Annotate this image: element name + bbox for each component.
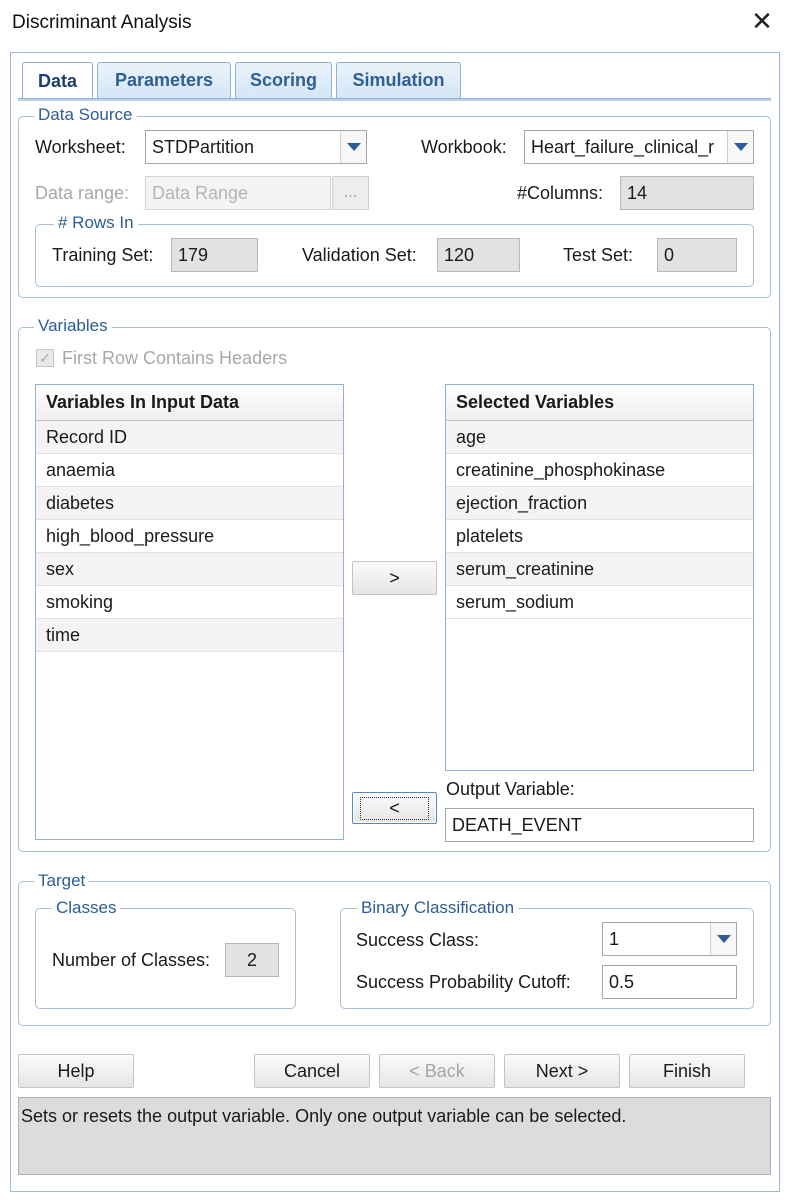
binary-classification-legend: Binary Classification [357,898,518,918]
list-item[interactable]: creatinine_phosphokinase [446,454,753,487]
number-of-classes-label: Number of Classes: [52,950,211,970]
tab-simulation[interactable]: Simulation [336,62,461,98]
help-button[interactable]: Help [18,1054,134,1088]
success-class-value: 1 [609,928,620,949]
chevron-down-icon[interactable] [710,923,736,955]
input-variables-header: Variables In Input Data [36,385,343,421]
list-item[interactable]: time [36,619,343,652]
cutoff-input[interactable]: 0.5 [602,965,737,999]
training-set-label: Training Set: [52,245,154,265]
rows-in-legend: # Rows In [54,213,138,233]
list-item[interactable]: Record ID [36,421,343,454]
columns-value: 14 [620,176,754,210]
data-range-label: Data range: [35,183,130,203]
selected-variables-header: Selected Variables [446,385,753,421]
workbook-value: Heart_failure_clinical_r [531,136,715,157]
list-item[interactable]: smoking [36,586,343,619]
training-set-value: 179 [171,238,258,272]
list-item[interactable]: anaemia [36,454,343,487]
chevron-down-icon[interactable] [340,131,366,163]
tab-data[interactable]: Data [22,62,93,100]
remove-variable-label: < [360,797,429,820]
first-row-headers-checkbox[interactable]: ✓ [36,349,54,367]
data-range-browse-button[interactable]: ... [332,176,369,210]
list-item[interactable]: diabetes [36,487,343,520]
window-title: Discriminant Analysis [12,12,192,33]
output-variable-label: Output Variable: [446,779,575,799]
target-legend: Target [34,871,89,891]
list-item[interactable]: age [446,421,753,454]
add-variable-button[interactable]: > [352,561,437,595]
list-item[interactable]: ejection_fraction [446,487,753,520]
test-set-label: Test Set: [563,245,634,265]
number-of-classes-value: 2 [225,943,279,977]
first-row-headers-label: First Row Contains Headers [62,348,288,368]
list-item[interactable]: serum_creatinine [446,553,753,586]
variables-legend: Variables [34,316,112,336]
validation-set-value: 120 [437,238,520,272]
classes-legend: Classes [52,898,120,918]
worksheet-label: Worksheet: [35,137,126,157]
chevron-down-icon[interactable] [727,131,753,163]
next-button[interactable]: Next > [504,1054,620,1088]
workbook-label: Workbook: [421,137,507,157]
remove-variable-button[interactable] [352,792,437,824]
input-variables-list[interactable] [35,384,344,840]
close-icon[interactable]: ✕ [751,6,773,36]
output-variable-field[interactable]: DEATH_EVENT [445,808,754,842]
cancel-button[interactable]: Cancel [254,1054,370,1088]
selected-variables-list[interactable] [445,384,754,771]
finish-button[interactable]: Finish [629,1054,745,1088]
list-item[interactable]: serum_sodium [446,586,753,619]
test-set-value: 0 [657,238,737,272]
validation-set-label: Validation Set: [302,245,417,265]
cutoff-label: Success Probability Cutoff: [356,972,571,992]
worksheet-select[interactable] [145,130,367,164]
list-item[interactable]: sex [36,553,343,586]
list-item[interactable]: high_blood_pressure [36,520,343,553]
columns-label: #Columns: [517,183,604,203]
success-class-label: Success Class: [356,930,480,950]
tab-strip-divider [18,98,771,101]
success-class-select[interactable] [602,922,737,956]
workbook-select[interactable] [524,130,754,164]
data-source-legend: Data Source [34,105,137,125]
tab-parameters[interactable]: Parameters [97,62,231,98]
tab-scoring[interactable]: Scoring [235,62,332,98]
back-button[interactable]: < Back [379,1054,495,1088]
data-range-input[interactable]: Data Range [145,176,331,210]
worksheet-value: STDPartition [152,136,255,157]
status-description: Sets or resets the output variable. Only one output variable can be selected. [18,1097,771,1175]
list-item[interactable]: platelets [446,520,753,553]
